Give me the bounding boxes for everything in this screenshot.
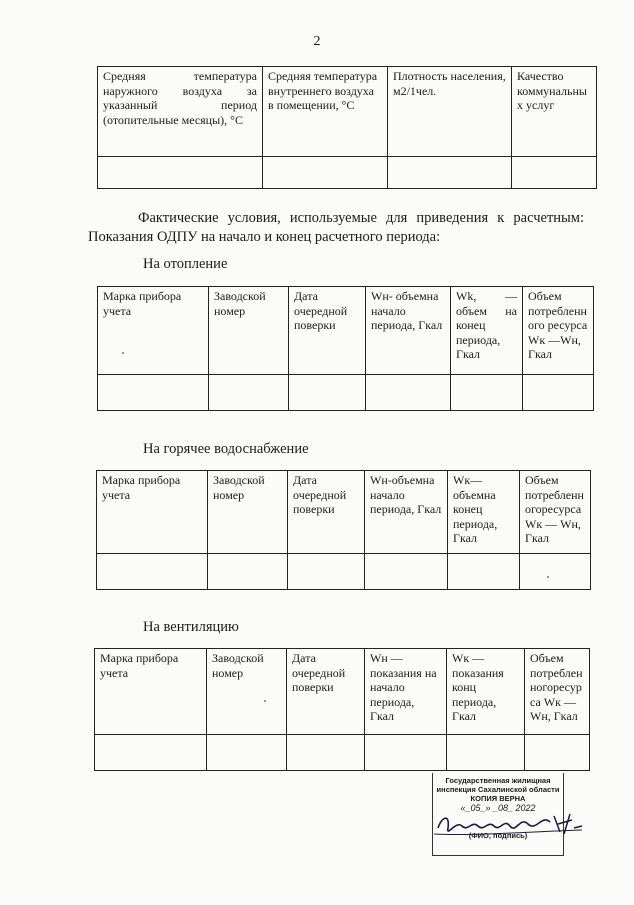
stamp-line-3: КОПИЯ ВЕРНА xyxy=(470,794,526,803)
table-cell xyxy=(365,554,448,590)
table-cell xyxy=(447,735,525,771)
table-cell xyxy=(207,735,287,771)
header-meter-brand: Марка прибора учета xyxy=(97,471,208,554)
table-cell xyxy=(287,735,365,771)
table-cell xyxy=(288,554,365,590)
table-cell xyxy=(209,375,289,411)
header-meter-brand: Марка прибора учета xyxy=(98,287,209,375)
header-consumed-volume: Объем потребленного ресурса Wк —Wн, Гкал xyxy=(523,287,594,375)
table-cell xyxy=(520,554,591,590)
stamp-line-1: Государственная жилищная xyxy=(445,776,551,785)
scan-speck xyxy=(122,352,124,354)
heating-meter-table xyxy=(97,286,594,411)
table-cell xyxy=(366,375,451,411)
header-start-reading: Wн — показания на начало периода, Гкал xyxy=(365,649,447,735)
intro-paragraph: Фактические условия, используемые для приведения к расчетным: Показания ОДПУ на начало и конец расчетного периода: xyxy=(88,210,584,245)
header-start-volume: Wн-объемна начало периода, Гкал xyxy=(365,471,448,554)
table-cell xyxy=(523,375,594,411)
table-cell xyxy=(388,157,512,189)
table-cell xyxy=(525,735,590,771)
handwritten-signature xyxy=(432,806,592,846)
header-consumed-volume: Объем потребленногоресурса Wк — Wн, Гкал xyxy=(525,649,590,735)
header-end-volume: Wк— объемна конец периода, Гкал xyxy=(448,471,520,554)
header-population-density: Плотность населения, м2/1чел. xyxy=(388,67,512,157)
scan-speck xyxy=(547,576,549,578)
scan-speck xyxy=(264,700,266,702)
population-conditions-table xyxy=(97,66,597,189)
table-cell xyxy=(263,157,388,189)
header-serial-number: Заводской номер xyxy=(208,471,288,554)
header-start-volume: Wн- объемна начало периода, Гкал xyxy=(366,287,451,375)
table-cell xyxy=(451,375,523,411)
page-number: 2 xyxy=(313,34,321,49)
header-meter-brand: Марка прибора учета xyxy=(95,649,207,735)
section-title-hot-water: На горячее водоснабжение xyxy=(143,441,309,457)
stamp-signature-caption: (ФИО, подпись) xyxy=(468,831,528,840)
ventilation-meter-table xyxy=(94,648,590,771)
section-title-ventilation: На вентиляцию xyxy=(143,619,239,635)
section-title-heating: На отопление xyxy=(143,256,228,272)
header-end-volume: Wk, — объем на конец периода, Гкал xyxy=(451,287,523,375)
header-verification-date: Дата очередной поверки xyxy=(287,649,365,735)
stamp-date: «_05_» _08_ 2022 xyxy=(460,803,536,813)
header-consumed-volume: Объем потребленногоресурса Wк — Wн, Гкал xyxy=(520,471,591,554)
table-cell xyxy=(448,554,520,590)
header-service-quality: Качество коммунальных услуг xyxy=(512,67,597,157)
header-outdoor-temperature: Средняя температура наружного воздуха за указанный период (отопительные месяцы), °C xyxy=(98,67,263,157)
header-serial-number: Заводской номер xyxy=(209,287,289,375)
table-cell xyxy=(289,375,366,411)
table-cell xyxy=(512,157,597,189)
stamp-line-2: инспекция Сахалинской области xyxy=(436,785,560,794)
header-verification-date: Дата очередной поверки xyxy=(289,287,366,375)
hot-water-meter-table xyxy=(96,470,591,590)
table-cell xyxy=(98,157,263,189)
table-cell xyxy=(97,554,208,590)
header-indoor-temperature: Средняя температура внутреннего воздуха в помещении, °C xyxy=(263,67,388,157)
header-verification-date: Дата очередной поверки xyxy=(288,471,365,554)
table-cell xyxy=(98,375,209,411)
table-cell xyxy=(365,735,447,771)
table-cell xyxy=(208,554,288,590)
table-cell xyxy=(95,735,207,771)
header-serial-number: Заводской номер xyxy=(207,649,287,735)
header-end-reading: Wк — показания конц периода, Гкал xyxy=(447,649,525,735)
